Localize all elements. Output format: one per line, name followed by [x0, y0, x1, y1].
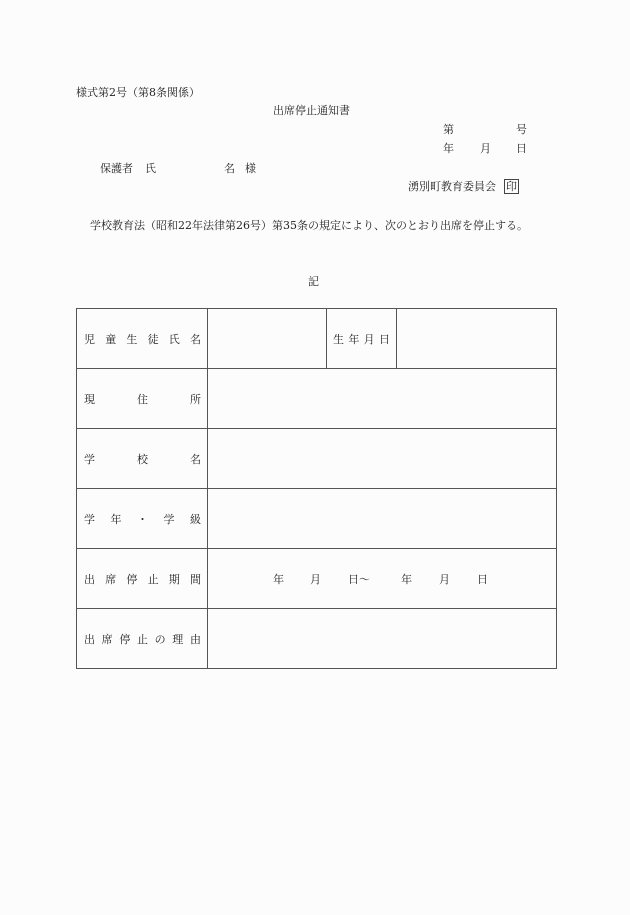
table-row-grade-class	[77, 489, 557, 549]
label-char: 間	[189, 572, 201, 586]
label-grade-class	[77, 489, 208, 549]
label-char: 年	[110, 512, 122, 526]
period-end-month: 月	[439, 572, 450, 586]
label-student-name	[77, 309, 208, 369]
suspension-period-field[interactable]	[208, 549, 557, 609]
label-char: 理	[172, 632, 184, 646]
label-char: 学	[84, 452, 95, 466]
label-char: 止	[136, 632, 148, 646]
label-char: ・	[137, 512, 148, 526]
label-char: 停	[119, 632, 131, 646]
school-name-field[interactable]	[208, 429, 557, 489]
label-char: 級	[190, 512, 201, 526]
label-char: 所	[190, 392, 201, 406]
table-row-period	[77, 549, 557, 609]
suspension-reason-field[interactable]	[208, 609, 557, 669]
form-number: 様式第2号（第8条関係）	[76, 86, 200, 99]
label-char: 現	[84, 392, 95, 406]
number-prefix: 第	[443, 123, 454, 136]
guardian-honorific: 様	[245, 162, 256, 175]
guardian-label: 保護者	[100, 162, 133, 175]
notice-table	[76, 308, 557, 669]
label-char: 由	[189, 632, 201, 646]
label-char: 出	[84, 572, 95, 586]
label-char: 名	[189, 332, 201, 346]
table-row-reason	[77, 609, 557, 669]
label-suspension-period	[77, 549, 208, 609]
label-birthdate	[327, 309, 397, 369]
grade-class-field[interactable]	[208, 489, 557, 549]
label-char: の	[154, 632, 166, 646]
period-start-year: 年	[273, 572, 284, 586]
label-char: 出	[84, 632, 95, 646]
label-char: 住	[137, 392, 148, 406]
date-day-label: 日	[516, 142, 527, 155]
label-char: 童	[105, 332, 117, 346]
address-field[interactable]	[208, 369, 557, 429]
birthdate-field[interactable]	[397, 309, 557, 369]
label-char: 生	[333, 332, 344, 346]
table-row-school	[77, 429, 557, 489]
label-char: 月	[363, 332, 375, 346]
label-char: 氏	[168, 332, 180, 346]
period-end-day: 日	[477, 572, 488, 586]
label-char: 期	[168, 572, 180, 586]
table-row-address	[77, 369, 557, 429]
ki-heading: 記	[308, 275, 319, 288]
label-char: 学	[84, 512, 95, 526]
label-char: 日	[378, 332, 390, 346]
label-address	[77, 369, 208, 429]
body-text: 学校教育法（昭和22年法律第26号）第35条の規定により、次のとおり出席を停止する。	[90, 219, 528, 232]
label-char: 名	[190, 452, 201, 466]
guardian-shi: 氏	[145, 162, 156, 175]
period-start-day: 日〜	[348, 572, 370, 586]
label-char: 停	[126, 572, 138, 586]
label-char: 年	[348, 332, 360, 346]
date-year-label: 年	[443, 142, 454, 155]
date-month-label: 月	[480, 142, 491, 155]
guardian-mei: 名	[224, 162, 235, 175]
label-suspension-reason	[77, 609, 208, 669]
period-start-month: 月	[310, 572, 321, 586]
label-char: 学	[163, 512, 175, 526]
guardian-line	[100, 160, 256, 176]
label-char: 止	[147, 572, 159, 586]
student-name-field[interactable]	[208, 309, 327, 369]
period-end-year: 年	[401, 572, 412, 586]
label-char: 校	[137, 452, 148, 466]
issuer-name: 湧別町教育委員会	[408, 180, 496, 193]
label-char: 児	[84, 332, 95, 346]
number-suffix: 号	[516, 123, 527, 136]
issuer-line	[408, 178, 519, 194]
label-char: 徒	[147, 332, 159, 346]
document-title: 出席停止通知書	[273, 104, 350, 117]
table-row-student-name	[77, 309, 557, 369]
label-char: 生	[126, 332, 138, 346]
label-char: 席	[101, 632, 113, 646]
label-school-name	[77, 429, 208, 489]
seal-icon: 印	[506, 180, 517, 193]
label-char: 席	[105, 572, 117, 586]
